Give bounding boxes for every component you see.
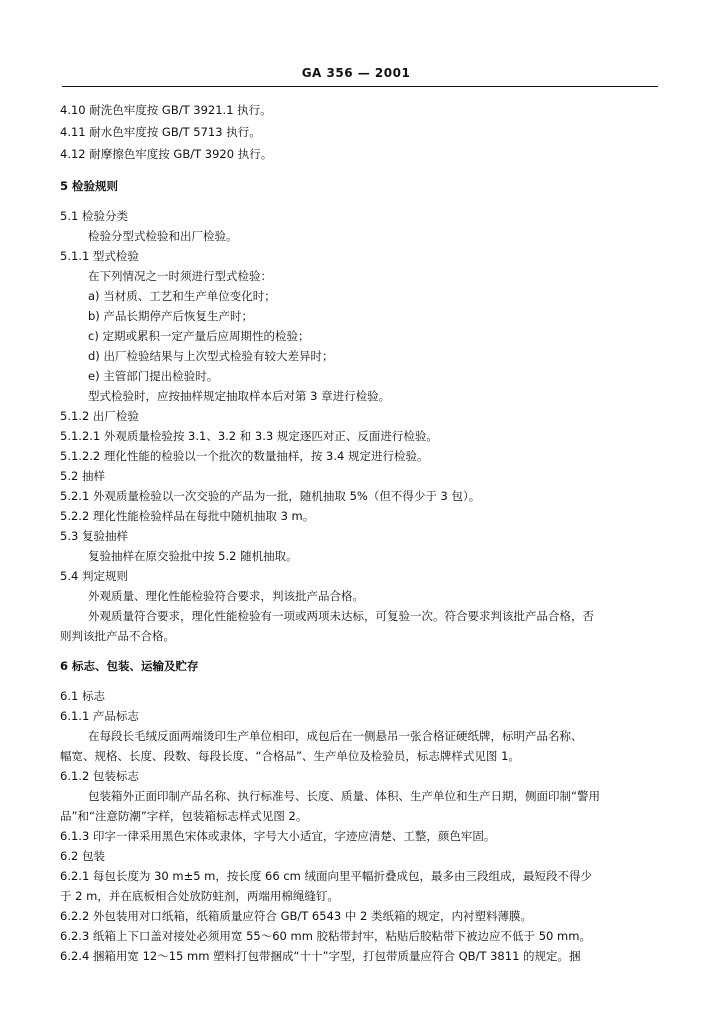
clause-5-2-2: 5.2.2 理化性能检验样品在每批中随机抽取 3 m。	[60, 509, 315, 523]
clause-5-4-heading: 5.4 判定规则	[60, 569, 128, 583]
list-item: e) 主管部门提出检验时。	[88, 369, 219, 383]
clause-5-1-2-2: 5.1.2.2 理化性能的检验以一个批次的数量抽样，按 3.4 规定进行检验。	[60, 449, 429, 463]
paragraph-text: 在每段长毛绒反面两端烫印生产单位相印，成包后在一侧悬吊一张合格证硬纸牌，标明产品名称、	[88, 729, 583, 743]
clause-5-3-heading: 5.3 复验抽样	[60, 529, 128, 543]
paragraph-text: 包装箱外正面印制产品名称、执行标准号、长度、质量、体积、生产单位和生产日期，侧面印制“警用	[88, 789, 600, 803]
paragraph-text: 幅宽、规格、长度、段数、每段长度、“合格品”、生产单位及检验员，标志牌样式见图 1。	[60, 749, 520, 763]
clause-5-1-2-heading: 5.1.2 出厂检验	[60, 409, 139, 423]
list-item: b) 产品长期停产后恢复生产时；	[88, 309, 253, 323]
clause-5-2-1: 5.2.1 外观质量检验以一次交验的产品为一批，随机抽取 5%（但不得少于 3 包）。	[60, 489, 481, 503]
section-6-heading: 6 标志、包装、运输及贮存	[60, 659, 199, 673]
clause-4-12: 4.12 耐摩擦色牢度按 GB/T 3920 执行。	[60, 147, 273, 161]
section-5-heading: 5 检验规则	[60, 179, 119, 193]
paragraph-text: 检验分型式检验和出厂检验。	[88, 229, 238, 243]
clause-6-2-2: 6.2.2 外包装用对口纸箱，纸箱质量应符合 GB/T 6543 中 2 类纸箱的规定，内衬塑料薄膜。	[60, 909, 532, 923]
clause-6-2-1: 6.2.1 每包长度为 30 m±5 m，按长度 66 cm 绒面向里平幅折叠成包，最多由三段组成，最短段不得少	[60, 869, 592, 883]
clause-5-2-heading: 5.2 抽样	[60, 469, 105, 483]
clause-6-1-1-heading: 6.1.1 产品标志	[60, 709, 139, 723]
clause-5-1-heading: 5.1 检验分类	[60, 209, 128, 223]
clause-6-2-3: 6.2.3 纸箱上下口盖对接处必须用宽 55～60 mm 胶粘带封牢，粘贴后胶粘带下被边应不低于 50 mm。	[60, 929, 591, 943]
clause-4-11: 4.11 耐水色牢度按 GB/T 5713 执行。	[60, 125, 261, 139]
clause-5-1-1-heading: 5.1.1 型式检验	[60, 249, 139, 263]
clause-4-10: 4.10 耐洗色牢度按 GB/T 3921.1 执行。	[60, 103, 272, 117]
clause-6-1-2-heading: 6.1.2 包装标志	[60, 769, 139, 783]
paragraph-text: 于 2 m，并在底板相合处放防蛀剂，两端用棉绳缝钉。	[60, 889, 339, 903]
paragraph-text: 品”和“注意防潮”字样，包装箱标志样式见图 2。	[60, 809, 308, 823]
paragraph-text: 外观质量、理化性能检验符合要求，判该批产品合格。	[88, 589, 364, 603]
list-item: d) 出厂检验结果与上次型式检验有较大差异时；	[88, 349, 334, 363]
clause-6-1-3: 6.1.3 印字一律采用黑色宋体或隶体，字号大小适宜，字迹应清楚、工整，颜色牢固。	[60, 829, 496, 843]
page-header-standard-number: GA 356 — 2001	[301, 66, 411, 80]
paragraph-text: 外观质量符合要求，理化性能检验有一项或两项未达标，可复验一次。符合要求判该批产品合格，否	[88, 609, 594, 623]
list-item: c) 定期或累积一定产量后应周期性的检验；	[88, 329, 310, 343]
paragraph-text: 型式检验时，应按抽样规定抽取样本后对第 3 章进行检验。	[88, 389, 391, 403]
paragraph-text: 则判该批产品不合格。	[60, 629, 175, 643]
header-rule	[62, 86, 658, 87]
clause-5-1-2-1: 5.1.2.1 外观质量检验按 3.1、3.2 和 3.3 规定逐匹对正、反面进行检验。	[60, 429, 438, 443]
clause-6-1-heading: 6.1 标志	[60, 689, 105, 703]
paragraph-text: 在下列情况之一时须进行型式检验：	[88, 269, 272, 283]
paragraph-text: 复验抽样在原交验批中按 5.2 随机抽取。	[88, 549, 298, 563]
clause-6-2-heading: 6.2 包装	[60, 849, 105, 863]
clause-6-2-4: 6.2.4 捆箱用宽 12～15 mm 塑料打包带捆成“十十”字型，打包带质量应符合 QB/T 3811 的规定。捆	[60, 949, 581, 963]
list-item: a) 当材质、工艺和生产单位变化时；	[88, 289, 276, 303]
